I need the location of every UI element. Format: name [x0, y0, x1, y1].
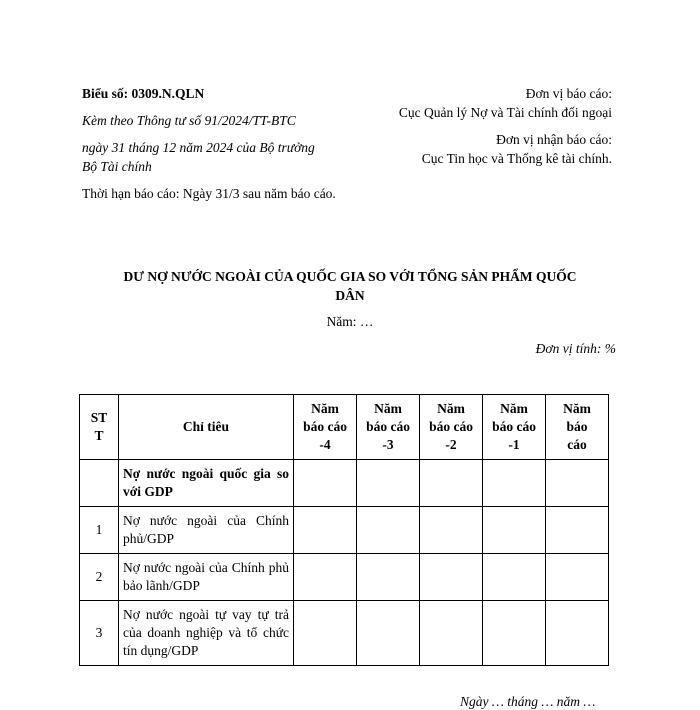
report-year: Năm: …	[326, 314, 374, 329]
value-cell	[357, 601, 420, 666]
circular-reference-line-2: ngày 31 tháng 12 năm 2024 của Bộ trưởng	[82, 140, 315, 155]
form-code: Biểu số: 0309.N.QLN	[82, 86, 205, 101]
value-cell	[420, 601, 483, 666]
circular-reference-line-3: Bộ Tài chính	[82, 159, 152, 174]
header-year-minus-2: Năm báo cáo -2	[420, 395, 483, 460]
value-cell	[294, 507, 357, 554]
row-stt	[80, 460, 119, 507]
value-cell	[294, 460, 357, 507]
value-cell	[546, 460, 609, 507]
table-row	[80, 601, 609, 666]
row-stt: 2	[80, 554, 119, 601]
receiving-unit-label: Đơn vị nhận báo cáo:	[496, 132, 612, 147]
header-year-minus-3: Năm báo cáo -3	[357, 395, 420, 460]
signature-date-line: Ngày … tháng … năm …	[460, 694, 596, 709]
report-title-line-1: DƯ NỢ NƯỚC NGOÀI CỦA QUỐC GIA SO VỚI TỔNG SẢN PHẨM QUỐC	[123, 269, 577, 284]
row-label: Nợ nước ngoài của Chính phủ/GDP	[119, 507, 294, 554]
header-chi-tieu: Chỉ tiêu	[119, 395, 294, 460]
report-title	[90, 267, 610, 305]
value-cell	[420, 507, 483, 554]
value-cell	[483, 460, 546, 507]
unit-of-measure: Đơn vị tính: %	[535, 341, 616, 356]
value-cell	[357, 507, 420, 554]
value-cell	[546, 554, 609, 601]
value-cell	[546, 507, 609, 554]
report-table	[79, 394, 609, 666]
value-cell	[294, 554, 357, 601]
value-cell	[546, 601, 609, 666]
header-year-minus-1: Năm báo cáo -1	[483, 395, 546, 460]
value-cell	[420, 554, 483, 601]
value-cell	[483, 507, 546, 554]
row-label: Nợ nước ngoài của Chính phủ bảo lãnh/GDP	[119, 554, 294, 601]
table-row	[80, 460, 609, 507]
report-title-line-2: DÂN	[335, 288, 365, 303]
table-row	[80, 507, 609, 554]
row-label: Nợ nước ngoài tự vay tự trả của doanh nghiệp và tổ chức tín dụng/GDP	[119, 601, 294, 666]
value-cell	[483, 554, 546, 601]
value-cell	[357, 554, 420, 601]
reporting-unit-name: Cục Quản lý Nợ và Tài chính đối ngoại	[398, 105, 612, 120]
header-year-current: Năm báo cáo	[546, 395, 609, 460]
value-cell	[294, 601, 357, 666]
unit-info-block	[352, 84, 612, 168]
value-cell	[483, 601, 546, 666]
table-row	[80, 554, 609, 601]
table-header-row	[80, 395, 609, 460]
header-stt: ST T	[80, 395, 119, 460]
value-cell	[357, 460, 420, 507]
row-stt: 3	[80, 601, 119, 666]
form-info-block	[82, 84, 362, 203]
circular-reference-line-1: Kèm theo Thông tư số 91/2024/TT-BTC	[82, 113, 296, 128]
value-cell	[420, 460, 483, 507]
row-label: Nợ nước ngoài quốc gia so với GDP	[119, 460, 294, 507]
header-year-minus-4: Năm báo cáo -4	[294, 395, 357, 460]
reporting-unit-label: Đơn vị báo cáo:	[525, 86, 612, 101]
reporting-deadline: Thời hạn báo cáo: Ngày 31/3 sau năm báo cáo.	[82, 186, 336, 201]
row-stt: 1	[80, 507, 119, 554]
receiving-unit-name: Cục Tin học và Thống kê tài chính.	[421, 151, 612, 166]
